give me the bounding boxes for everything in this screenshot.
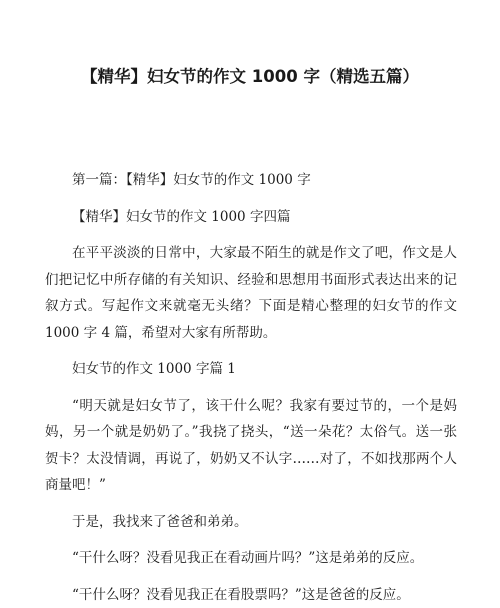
essay-heading: 妇女节的作文 1000 字篇 1 <box>45 356 457 383</box>
document-title: 【精华】妇女节的作文 1000 字（精选五篇） <box>0 66 500 88</box>
body-paragraph: “明天就是妇女节了，该干什么呢？我家有要过节的，一个是妈妈，另一个就是奶奶了。”我挠了挠头，“送一朵花？太俗气。送一张贺卡？太没情调，再说了，奶奶又不认字……对了，不如找那两个人商量吧！” <box>45 393 457 499</box>
body-paragraph: 于是，我找来了爸爸和弟弟。 <box>45 509 457 536</box>
document-body <box>45 167 457 608</box>
intro-paragraph: 在平平淡淡的日常中，大家最不陌生的就是作文了吧，作文是人们把记忆中所存储的有关知识、经验和思想用书面形式表达出来的记叙方式。写起作文来就毫无头绪？下面是精心整理的妇女节的作文 1000 字 4 篇，希望对大家有所帮助。 <box>45 240 457 346</box>
subsection-heading: 【精华】妇女节的作文 1000 字四篇 <box>45 204 457 231</box>
body-paragraph: “干什么呀？没看见我正在看动画片吗？”这是弟弟的反应。 <box>45 545 457 572</box>
body-paragraph: “干什么呀？没看见我正在看股票吗？”这是爸爸的反应。 <box>45 582 457 608</box>
section-heading: 第一篇：【精华】妇女节的作文 1000 字 <box>45 167 457 194</box>
